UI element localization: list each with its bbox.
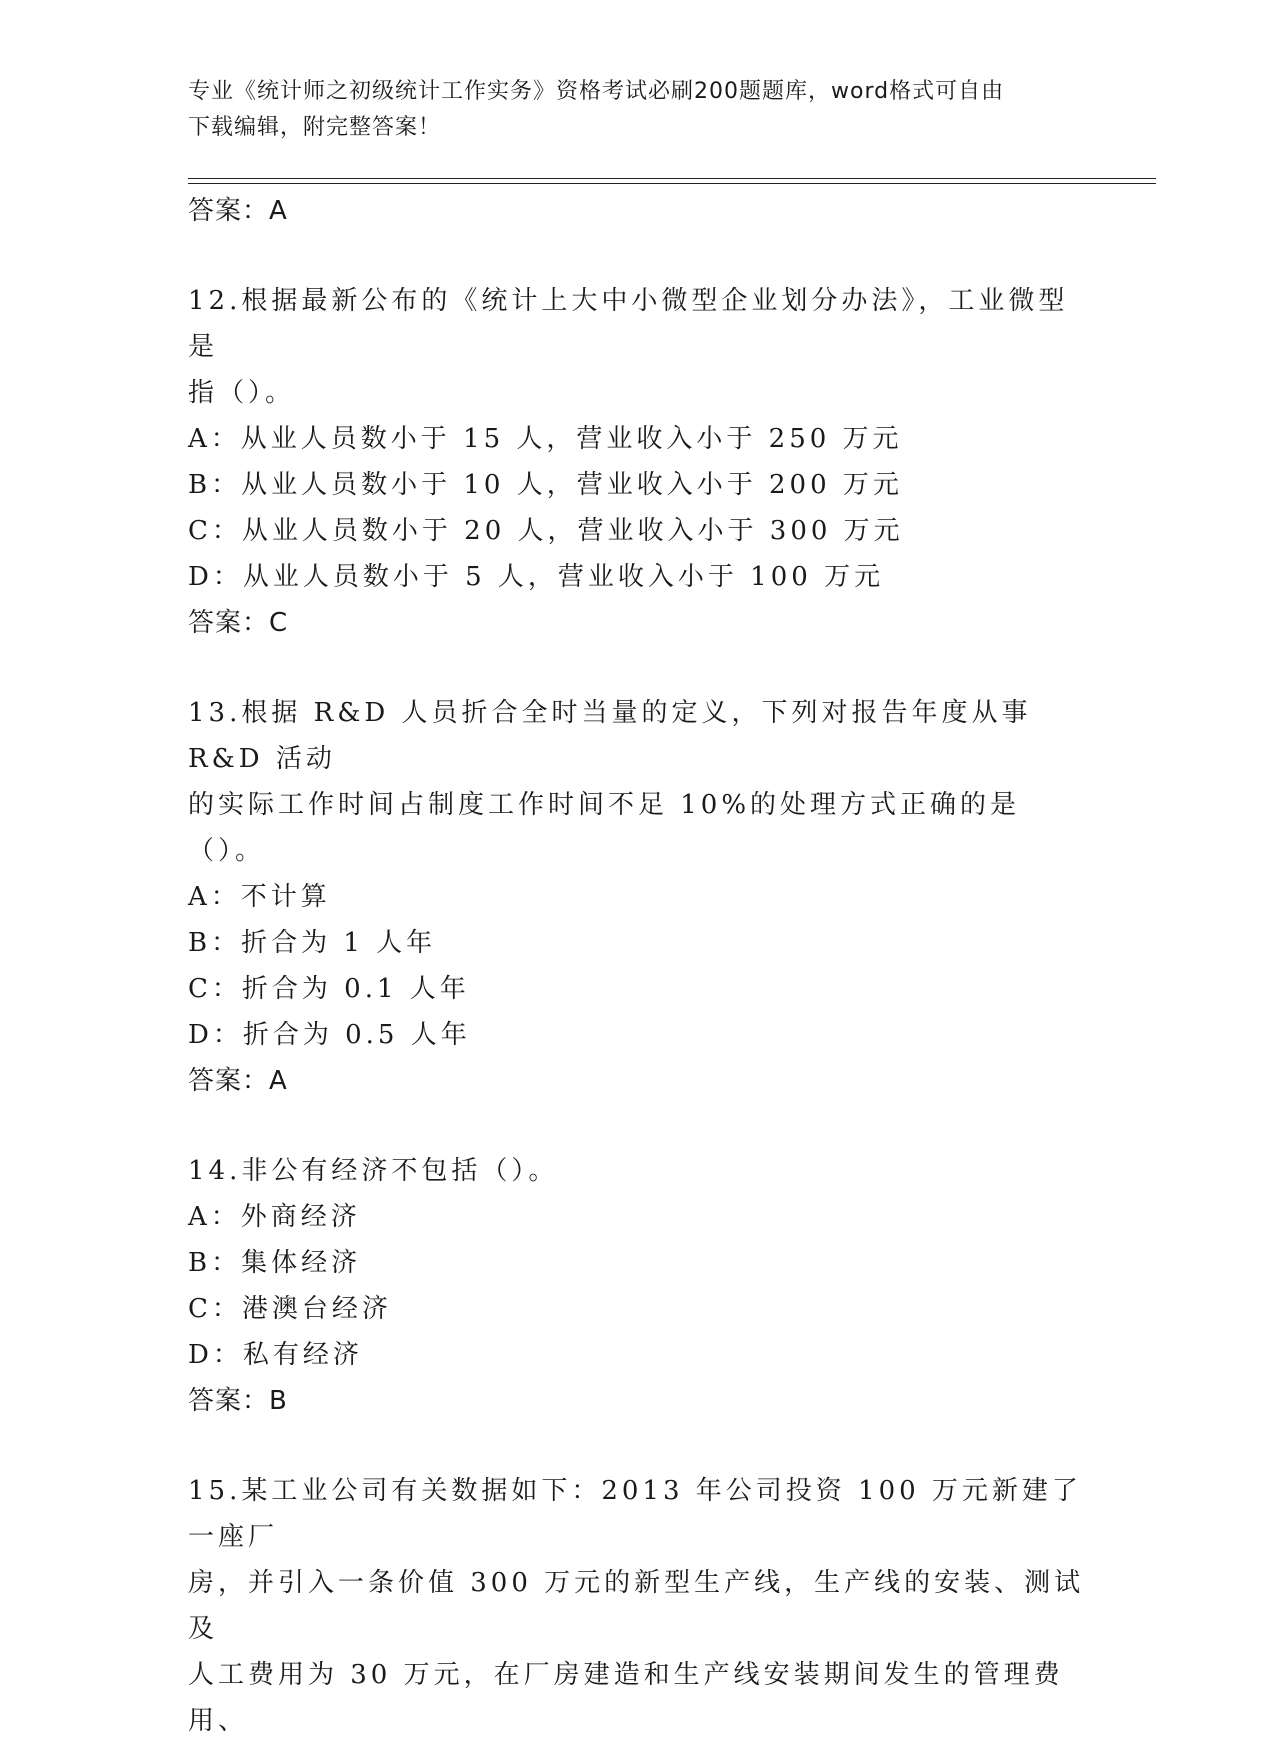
question-text-line: 指（）。 (188, 378, 296, 408)
option-c: C：从业人员数小于 20 人，营业收入小于 300 万元 (188, 516, 904, 546)
question-list (188, 188, 1088, 1744)
question-text-line: 15.某工业公司有关数据如下：2013 年公司投资 100 万元新建了一座厂 (188, 1476, 1082, 1552)
option-b: B：从业人员数小于 10 人，营业收入小于 200 万元 (188, 470, 903, 500)
option-c: C：港澳台经济 (188, 1294, 392, 1324)
header-line-1: 专业《统计师之初级统计工作实务》资格考试必刷200题题库，word格式可自由 (188, 79, 1005, 104)
option-a: A：外商经济 (188, 1202, 361, 1232)
spacer (188, 234, 1088, 278)
answer-line: 答案：A (188, 196, 288, 226)
option-d: D：私有经济 (188, 1340, 363, 1370)
header-line-2: 下载编辑，附完整答案！ (188, 115, 442, 140)
question-text-line: 房，并引入一条价值 300 万元的新型生产线，生产线的安装、测试及 (188, 1568, 1085, 1644)
option-a: A：从业人员数小于 15 人，营业收入小于 250 万元 (188, 424, 903, 454)
header-divider-top (188, 178, 1156, 179)
answer-line: 答案：A (188, 1066, 288, 1096)
option-d: D：折合为 0.5 人年 (188, 1020, 471, 1050)
question-text-line: 13.根据 R&D 人员折合全时当量的定义，下列对报告年度从事 R&D 活动 (188, 698, 1032, 774)
option-c: C：折合为 0.1 人年 (188, 974, 470, 1004)
spacer (188, 1104, 1088, 1148)
question-14 (188, 1148, 1088, 1424)
document-header (188, 74, 1088, 146)
spacer (188, 1424, 1088, 1468)
option-b: B：折合为 1 人年 (188, 928, 437, 958)
question-15 (188, 1468, 1088, 1744)
answer-line: 答案：B (188, 1386, 288, 1416)
header-divider-bottom (188, 183, 1156, 184)
option-b: B：集体经济 (188, 1248, 362, 1278)
question-text-line: 的实际工作时间占制度工作时间不足 10%的处理方式正确的是（）。 (188, 790, 1021, 866)
option-a: A：不计算 (188, 882, 331, 912)
spacer (188, 646, 1088, 690)
question-text-line: 12.根据最新公布的《统计上大中小微型企业划分办法》，工业微型是 (188, 286, 1069, 362)
answer-line: 答案：C (188, 608, 289, 638)
question-13 (188, 690, 1088, 1104)
question-12 (188, 278, 1088, 646)
question-text-line: 人工费用为 30 万元，在厂房建造和生产线安装期间发生的管理费用、 (188, 1660, 1064, 1736)
question-text-line: 14.非公有经济不包括（）。 (188, 1156, 559, 1186)
option-d: D：从业人员数小于 5 人，营业收入小于 100 万元 (188, 562, 885, 592)
